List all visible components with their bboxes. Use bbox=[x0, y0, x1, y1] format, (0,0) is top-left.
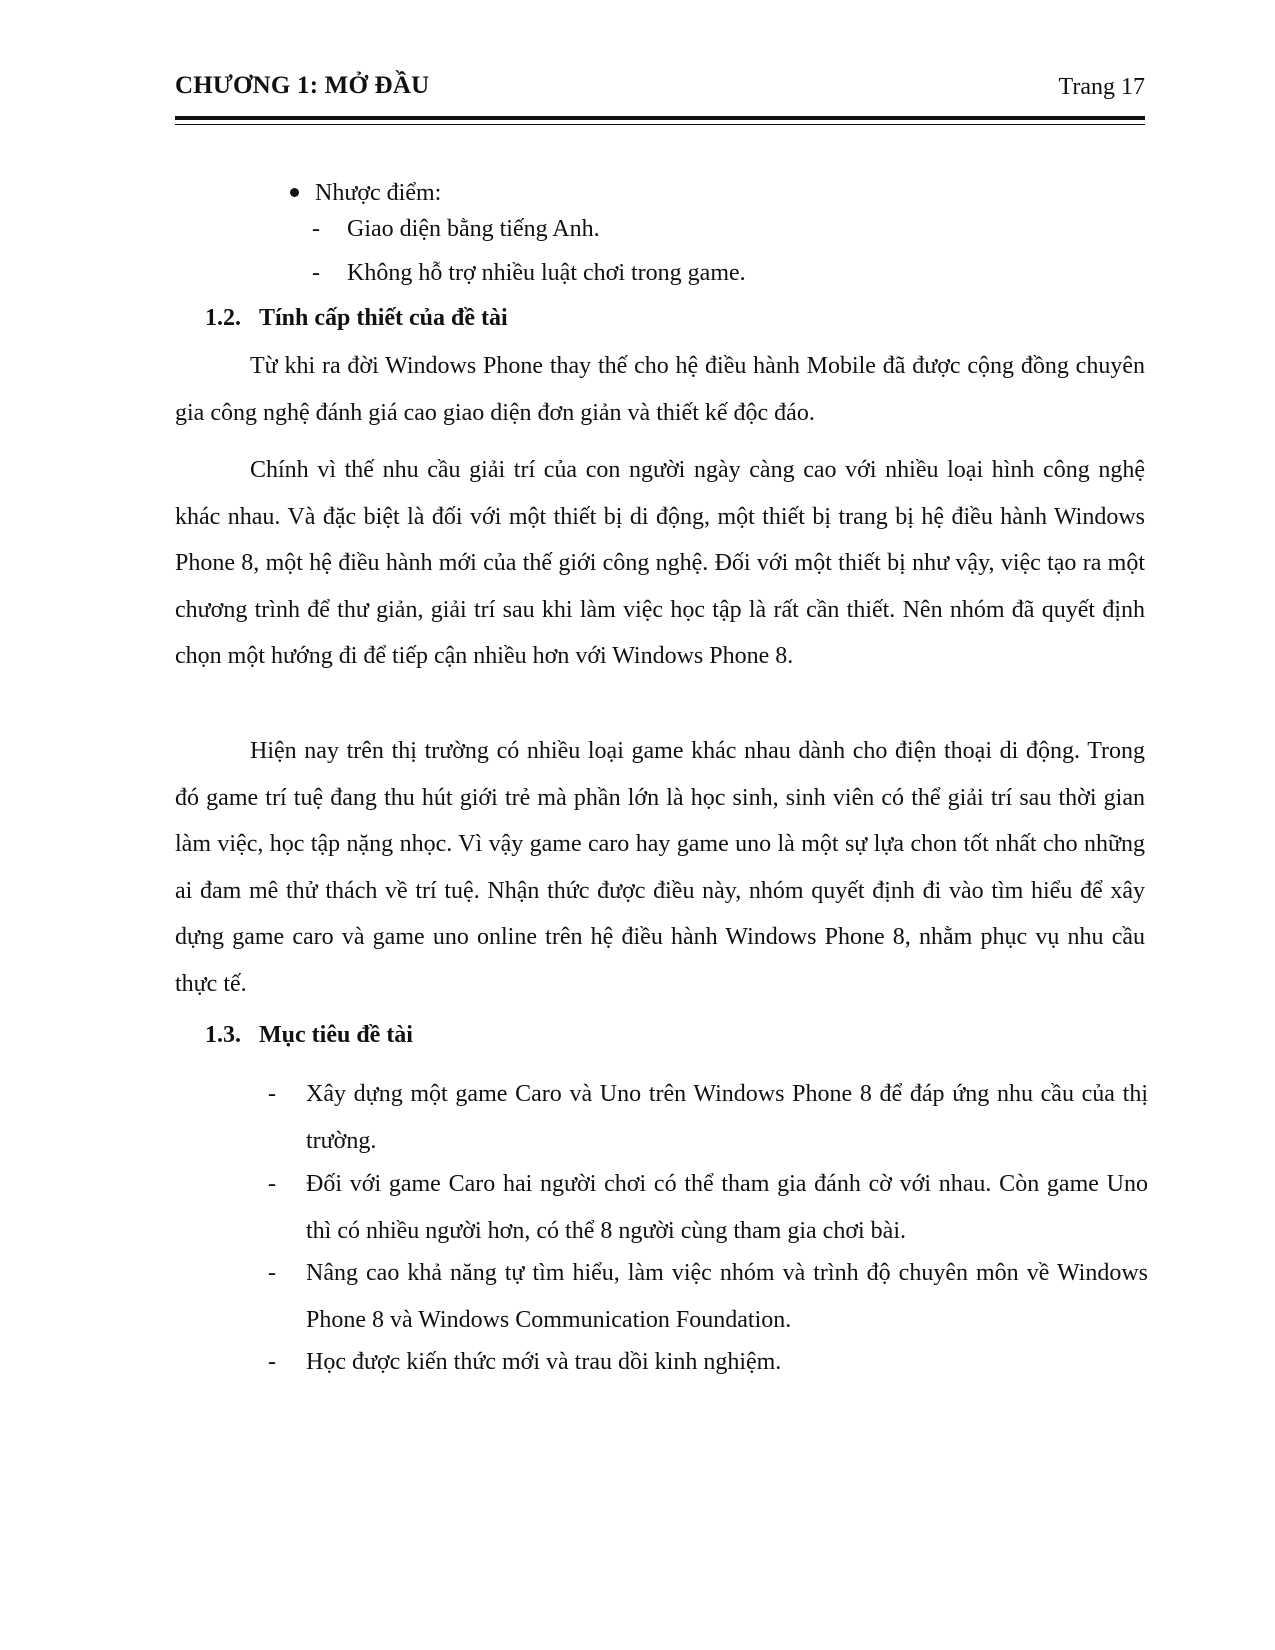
section-heading-1-3 bbox=[205, 1022, 413, 1049]
objective-item bbox=[268, 1071, 1148, 1164]
section-heading-1-2 bbox=[205, 305, 508, 332]
dash-marker: - bbox=[312, 260, 320, 286]
paragraph: Từ khi ra đời Windows Phone thay thế cho hệ điều hành Mobile đã được cộng đồng chuyên gia công nghệ đánh giá cao giao diện đơn giản và thiết kế độc đáo. bbox=[175, 353, 1145, 426]
paragraph: Chính vì thế nhu cầu giải trí của con người ngày càng cao với nhiều loại hình công nghệ khác nhau. Và đặc biệt là đối với một thiết bị di động, một thiết bị trang bị hệ điều hành Windows Phone 8, một hệ điều hành mới của thế giới công nghệ. Đối với một thiết bị như vậy, việc tạo ra một chương trình để thư giản, giải trí sau khi làm việc học tập là rất cần thiết. Nên nhóm đã quyết định chọn một hướng đi để tiếp cận nhiều hơn với Windows Phone 8. bbox=[175, 457, 1145, 669]
section-number: 1.3. bbox=[205, 1022, 241, 1048]
objective-item-text: Xây dựng một game Caro và Uno trên Windows Phone 8 để đáp ứng nhu cầu của thị trường. bbox=[306, 1081, 1148, 1154]
objective-item-text: Học được kiến thức mới và trau dồi kinh nghiệm. bbox=[306, 1349, 782, 1375]
objective-item bbox=[268, 1339, 1148, 1386]
objective-item bbox=[268, 1250, 1148, 1343]
disadvantage-item-text: Không hỗ trợ nhiều luật chơi trong game. bbox=[347, 260, 746, 286]
objective-item bbox=[268, 1161, 1148, 1254]
objective-item-text: Nâng cao khả năng tự tìm hiểu, làm việc nhóm và trình độ chuyên môn về Windows Phone 8 và Windows Communication Foundation. bbox=[306, 1260, 1148, 1333]
page-header bbox=[175, 72, 1145, 112]
bullet-dot-icon bbox=[290, 188, 299, 197]
header-rule-thick bbox=[175, 116, 1145, 120]
page-number: Trang 17 bbox=[1058, 74, 1145, 100]
dash-marker: - bbox=[268, 1081, 276, 1107]
dash-marker: - bbox=[268, 1171, 276, 1197]
chapter-title: CHƯƠNG 1: MỞ ĐẦU bbox=[175, 72, 430, 99]
disadvantages-bullet bbox=[290, 180, 441, 207]
disadvantages-title: Nhược điểm: bbox=[315, 180, 442, 206]
dash-marker: - bbox=[268, 1260, 276, 1286]
section-title: Mục tiêu đề tài bbox=[259, 1022, 413, 1048]
dash-marker: - bbox=[312, 216, 320, 242]
objective-item-text: Đối với game Caro hai người chơi có thể tham gia đánh cờ với nhau. Còn game Uno thì có nhiều người hơn, có thể 8 người cùng tham gia chơi bài. bbox=[306, 1171, 1148, 1244]
header-rule-thin bbox=[175, 124, 1145, 125]
disadvantage-item-text: Giao diện bằng tiếng Anh. bbox=[347, 216, 600, 242]
paragraph: Hiện nay trên thị trường có nhiều loại game khác nhau dành cho điện thoại di động. Trong đó game trí tuệ đang thu hút giới trẻ mà phần lớn là học sinh, sinh viên có thể giải trí sau thời gian làm việc, học tập nặng nhọc. Vì vậy game caro hay game uno là một sự lựa chon tốt nhất cho những ai đam mê thử thách về trí tuệ. Nhận thức được điều này, nhóm quyết định đi vào tìm hiểu để xây dựng game caro và game uno online trên hệ điều hành Windows Phone 8, nhằm phục vụ nhu cầu thực tế. bbox=[175, 738, 1145, 997]
section-number: 1.2. bbox=[205, 305, 241, 331]
dash-marker: - bbox=[268, 1349, 276, 1375]
section-title: Tính cấp thiết của đề tài bbox=[259, 305, 508, 331]
